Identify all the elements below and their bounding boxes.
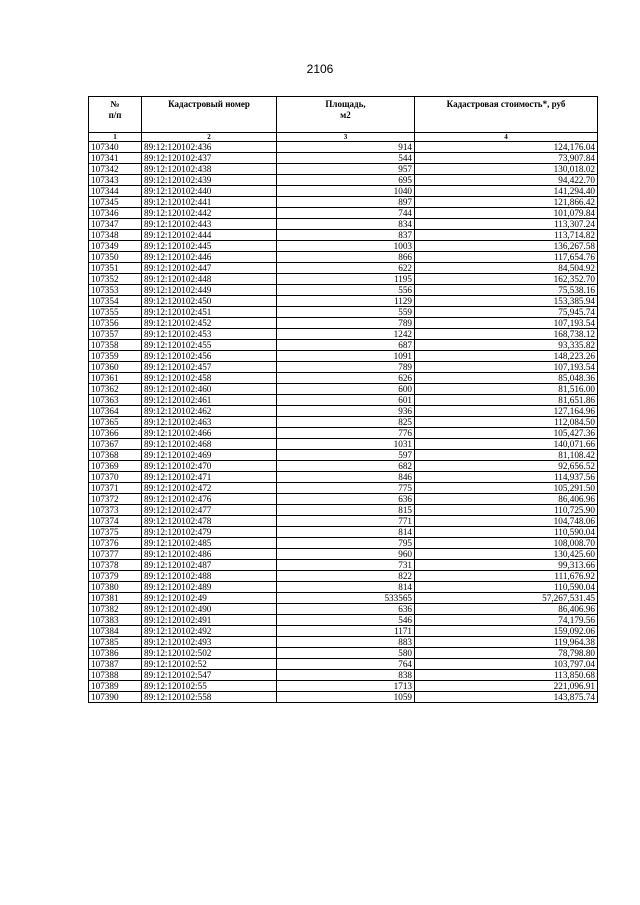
row-index: 107389 — [89, 681, 142, 692]
area-value: 559 — [277, 307, 415, 318]
area-value: 533565 — [277, 593, 415, 604]
row-index: 107351 — [89, 263, 142, 274]
cadastral-cost: 81,516.00 — [415, 384, 598, 395]
row-index: 107390 — [89, 692, 142, 703]
cadastral-number: 89:12:120102:489 — [142, 582, 277, 593]
cadastral-number: 89:12:120102:487 — [142, 560, 277, 571]
table-row — [89, 593, 598, 604]
area-value: 695 — [277, 175, 415, 186]
cadastral-cost: 110,590.04 — [415, 582, 598, 593]
cadastral-number: 89:12:120102:461 — [142, 395, 277, 406]
area-value: 771 — [277, 516, 415, 527]
area-value: 597 — [277, 450, 415, 461]
row-index: 107363 — [89, 395, 142, 406]
cadastral-number: 89:12:120102:472 — [142, 483, 277, 494]
header-index: № п/п — [89, 97, 142, 133]
area-value: 795 — [277, 538, 415, 549]
cadastral-number: 89:12:120102:463 — [142, 417, 277, 428]
table-row — [89, 637, 598, 648]
area-value: 731 — [277, 560, 415, 571]
cadastral-number: 89:12:120102:49 — [142, 593, 277, 604]
table-row — [89, 615, 598, 626]
cadastral-number: 89:12:120102:440 — [142, 186, 277, 197]
cadastral-number: 89:12:120102:450 — [142, 296, 277, 307]
table-body — [89, 133, 598, 703]
area-value: 815 — [277, 505, 415, 516]
table-row — [89, 175, 598, 186]
cadastral-cost: 127,164.96 — [415, 406, 598, 417]
column-number: 3 — [277, 133, 415, 142]
table-row — [89, 461, 598, 472]
row-index: 107350 — [89, 252, 142, 263]
cadastral-number: 89:12:120102:478 — [142, 516, 277, 527]
area-value: 1091 — [277, 351, 415, 362]
row-index: 107364 — [89, 406, 142, 417]
table-row — [89, 384, 598, 395]
table-row — [89, 450, 598, 461]
row-index: 107369 — [89, 461, 142, 472]
row-index: 107387 — [89, 659, 142, 670]
area-value: 960 — [277, 549, 415, 560]
table-row — [89, 153, 598, 164]
cadastral-number: 89:12:120102:455 — [142, 340, 277, 351]
cadastral-cost: 93,335.82 — [415, 340, 598, 351]
area-value: 556 — [277, 285, 415, 296]
area-value: 789 — [277, 362, 415, 373]
cadastral-cost: 168,738.12 — [415, 329, 598, 340]
table-row — [89, 208, 598, 219]
cadastral-cost: 162,352.70 — [415, 274, 598, 285]
cadastral-cost: 119,964.38 — [415, 637, 598, 648]
table-row — [89, 483, 598, 494]
column-number: 2 — [142, 133, 277, 142]
column-number: 4 — [415, 133, 598, 142]
row-index: 107347 — [89, 219, 142, 230]
area-value: 1031 — [277, 439, 415, 450]
cadastral-number: 89:12:120102:443 — [142, 219, 277, 230]
area-value: 825 — [277, 417, 415, 428]
row-index: 107384 — [89, 626, 142, 637]
area-value: 957 — [277, 164, 415, 175]
cadastral-number: 89:12:120102:492 — [142, 626, 277, 637]
table-row — [89, 395, 598, 406]
table-row — [89, 472, 598, 483]
cadastral-number: 89:12:120102:448 — [142, 274, 277, 285]
cadastral-cost: 84,504.92 — [415, 263, 598, 274]
column-number-row — [89, 133, 598, 142]
table-row — [89, 263, 598, 274]
row-index: 107353 — [89, 285, 142, 296]
cadastral-cost: 121,866.42 — [415, 197, 598, 208]
cadastral-cost: 113,850.68 — [415, 670, 598, 681]
row-index: 107383 — [89, 615, 142, 626]
table-row — [89, 505, 598, 516]
table-row — [89, 626, 598, 637]
row-index: 107388 — [89, 670, 142, 681]
row-index: 107349 — [89, 241, 142, 252]
row-index: 107340 — [89, 142, 142, 153]
row-index: 107362 — [89, 384, 142, 395]
row-index: 107379 — [89, 571, 142, 582]
cadastral-cost: 141,294.40 — [415, 186, 598, 197]
area-value: 789 — [277, 318, 415, 329]
cadastral-cost: 81,651.86 — [415, 395, 598, 406]
row-index: 107376 — [89, 538, 142, 549]
table-row — [89, 604, 598, 615]
cadastral-cost: 130,018.02 — [415, 164, 598, 175]
area-value: 936 — [277, 406, 415, 417]
cadastral-number: 89:12:120102:436 — [142, 142, 277, 153]
cadastral-number: 89:12:120102:447 — [142, 263, 277, 274]
cadastral-cost: 94,422.70 — [415, 175, 598, 186]
table-row — [89, 659, 598, 670]
table-row — [89, 252, 598, 263]
cadastral-cost: 92,656.52 — [415, 461, 598, 472]
area-value: 846 — [277, 472, 415, 483]
table-row — [89, 670, 598, 681]
cadastral-cost: 107,193.54 — [415, 362, 598, 373]
row-index: 107346 — [89, 208, 142, 219]
row-index: 107343 — [89, 175, 142, 186]
cadastral-number: 89:12:120102:547 — [142, 670, 277, 681]
cadastral-number: 89:12:120102:470 — [142, 461, 277, 472]
row-index: 107361 — [89, 373, 142, 384]
row-index: 107385 — [89, 637, 142, 648]
header-cadastral-number: Кадастровый номер — [142, 97, 277, 133]
area-value: 883 — [277, 637, 415, 648]
cadastral-cost: 148,223.26 — [415, 351, 598, 362]
area-value: 776 — [277, 428, 415, 439]
cadastral-number: 89:12:120102:444 — [142, 230, 277, 241]
area-value: 866 — [277, 252, 415, 263]
cadastral-number: 89:12:120102:449 — [142, 285, 277, 296]
row-index: 107386 — [89, 648, 142, 659]
cadastral-cost: 74,179.56 — [415, 615, 598, 626]
area-value: 1713 — [277, 681, 415, 692]
cadastral-cost: 110,590.04 — [415, 527, 598, 538]
cadastral-number: 89:12:120102:479 — [142, 527, 277, 538]
area-value: 764 — [277, 659, 415, 670]
cadastral-cost: 105,427.36 — [415, 428, 598, 439]
table-row — [89, 494, 598, 505]
cadastral-cost: 130,425.60 — [415, 549, 598, 560]
cadastral-number: 89:12:120102:477 — [142, 505, 277, 516]
row-index: 107358 — [89, 340, 142, 351]
cadastral-number: 89:12:120102:52 — [142, 659, 277, 670]
cadastral-cost: 113,714.82 — [415, 230, 598, 241]
row-index: 107357 — [89, 329, 142, 340]
area-value: 580 — [277, 648, 415, 659]
table-row — [89, 362, 598, 373]
cadastral-number: 89:12:120102:471 — [142, 472, 277, 483]
row-index: 107368 — [89, 450, 142, 461]
table-row — [89, 274, 598, 285]
table-row — [89, 648, 598, 659]
cadastral-number: 89:12:120102:441 — [142, 197, 277, 208]
table-row — [89, 285, 598, 296]
cadastral-number: 89:12:120102:502 — [142, 648, 277, 659]
cadastral-cost: 73,907.84 — [415, 153, 598, 164]
page-number: 2106 — [306, 62, 334, 76]
table-row — [89, 681, 598, 692]
area-value: 546 — [277, 615, 415, 626]
cadastral-cost: 110,725.90 — [415, 505, 598, 516]
cadastral-number: 89:12:120102:453 — [142, 329, 277, 340]
area-value: 897 — [277, 197, 415, 208]
table-row — [89, 351, 598, 362]
row-index: 107370 — [89, 472, 142, 483]
cadastral-cost: 57,267,531.45 — [415, 593, 598, 604]
area-value: 626 — [277, 373, 415, 384]
cadastral-cost: 107,193.54 — [415, 318, 598, 329]
cadastral-number: 89:12:120102:485 — [142, 538, 277, 549]
cadastral-cost: 104,748.06 — [415, 516, 598, 527]
cadastral-cost: 85,048.36 — [415, 373, 598, 384]
area-value: 834 — [277, 219, 415, 230]
cadastral-cost: 117,654.76 — [415, 252, 598, 263]
table-row — [89, 329, 598, 340]
table-row — [89, 230, 598, 241]
cadastral-number: 89:12:120102:438 — [142, 164, 277, 175]
cadastral-number: 89:12:120102:446 — [142, 252, 277, 263]
cadastral-number: 89:12:120102:469 — [142, 450, 277, 461]
cadastral-number: 89:12:120102:491 — [142, 615, 277, 626]
row-index: 107373 — [89, 505, 142, 516]
header-cadastral-cost: Кадастровая стоимость*, руб — [415, 97, 598, 133]
row-index: 107377 — [89, 549, 142, 560]
cadastral-number: 89:12:120102:457 — [142, 362, 277, 373]
cadastral-number: 89:12:120102:466 — [142, 428, 277, 439]
area-value: 600 — [277, 384, 415, 395]
row-index: 107360 — [89, 362, 142, 373]
row-index: 107355 — [89, 307, 142, 318]
table-row — [89, 373, 598, 384]
area-value: 1195 — [277, 274, 415, 285]
cadastral-cost: 112,084.50 — [415, 417, 598, 428]
table-row — [89, 538, 598, 549]
cadastral-cost: 103,797.04 — [415, 659, 598, 670]
cadastral-number: 89:12:120102:460 — [142, 384, 277, 395]
area-value: 1059 — [277, 692, 415, 703]
table-row — [89, 439, 598, 450]
cadastral-cost: 86,406.96 — [415, 494, 598, 505]
cadastral-cost: 105,291.50 — [415, 483, 598, 494]
area-value: 838 — [277, 670, 415, 681]
cadastral-number: 89:12:120102:452 — [142, 318, 277, 329]
row-index: 107344 — [89, 186, 142, 197]
area-value: 1242 — [277, 329, 415, 340]
cadastral-cost: 75,538.16 — [415, 285, 598, 296]
cadastral-number: 89:12:120102:451 — [142, 307, 277, 318]
cadastral-cost: 124,176.04 — [415, 142, 598, 153]
cadastral-cost: 143,875.74 — [415, 692, 598, 703]
cadastral-number: 89:12:120102:462 — [142, 406, 277, 417]
cadastral-number: 89:12:120102:437 — [142, 153, 277, 164]
area-value: 814 — [277, 527, 415, 538]
table-row — [89, 186, 598, 197]
cadastral-number: 89:12:120102:486 — [142, 549, 277, 560]
table-row — [89, 406, 598, 417]
area-value: 822 — [277, 571, 415, 582]
row-index: 107342 — [89, 164, 142, 175]
cadastral-number: 89:12:120102:458 — [142, 373, 277, 384]
area-value: 914 — [277, 142, 415, 153]
cadastral-cost: 86,406.96 — [415, 604, 598, 615]
area-value: 682 — [277, 461, 415, 472]
cadastral-number: 89:12:120102:558 — [142, 692, 277, 703]
table-row — [89, 417, 598, 428]
row-index: 107374 — [89, 516, 142, 527]
row-index: 107352 — [89, 274, 142, 285]
table-row — [89, 582, 598, 593]
header-area: Площадь, м2 — [277, 97, 415, 133]
cadastral-cost: 113,307.24 — [415, 219, 598, 230]
cadastral-cost: 136,267.58 — [415, 241, 598, 252]
cadastral-number: 89:12:120102:493 — [142, 637, 277, 648]
cadastral-table — [88, 96, 598, 703]
cadastral-cost: 99,313.66 — [415, 560, 598, 571]
table-row — [89, 197, 598, 208]
cadastral-cost: 111,676.92 — [415, 571, 598, 582]
cadastral-number: 89:12:120102:55 — [142, 681, 277, 692]
area-value: 1129 — [277, 296, 415, 307]
table-row — [89, 428, 598, 439]
table-row — [89, 549, 598, 560]
area-value: 622 — [277, 263, 415, 274]
table-row — [89, 241, 598, 252]
cadastral-number: 89:12:120102:439 — [142, 175, 277, 186]
area-value: 837 — [277, 230, 415, 241]
table-row — [89, 142, 598, 153]
cadastral-number: 89:12:120102:468 — [142, 439, 277, 450]
area-value: 687 — [277, 340, 415, 351]
row-index: 107345 — [89, 197, 142, 208]
row-index: 107354 — [89, 296, 142, 307]
row-index: 107371 — [89, 483, 142, 494]
area-value: 1003 — [277, 241, 415, 252]
table-row — [89, 318, 598, 329]
row-index: 107348 — [89, 230, 142, 241]
cadastral-cost: 153,385.94 — [415, 296, 598, 307]
area-value: 744 — [277, 208, 415, 219]
area-value: 775 — [277, 483, 415, 494]
row-index: 107381 — [89, 593, 142, 604]
area-value: 544 — [277, 153, 415, 164]
cadastral-cost: 108,008.70 — [415, 538, 598, 549]
cadastral-number: 89:12:120102:490 — [142, 604, 277, 615]
cadastral-cost: 78,798.80 — [415, 648, 598, 659]
row-index: 107341 — [89, 153, 142, 164]
table-row — [89, 560, 598, 571]
cadastral-cost: 221,096.91 — [415, 681, 598, 692]
area-value: 1171 — [277, 626, 415, 637]
cadastral-cost: 140,071.66 — [415, 439, 598, 450]
row-index: 107382 — [89, 604, 142, 615]
area-value: 636 — [277, 604, 415, 615]
area-value: 601 — [277, 395, 415, 406]
cadastral-number: 89:12:120102:456 — [142, 351, 277, 362]
table-row — [89, 307, 598, 318]
table-row — [89, 219, 598, 230]
row-index: 107372 — [89, 494, 142, 505]
cadastral-cost: 101,079.84 — [415, 208, 598, 219]
row-index: 107375 — [89, 527, 142, 538]
table-row — [89, 571, 598, 582]
row-index: 107378 — [89, 560, 142, 571]
table-row — [89, 296, 598, 307]
row-index: 107359 — [89, 351, 142, 362]
area-value: 636 — [277, 494, 415, 505]
area-value: 814 — [277, 582, 415, 593]
cadastral-number: 89:12:120102:476 — [142, 494, 277, 505]
table-row — [89, 527, 598, 538]
table-header-row — [89, 97, 598, 133]
cadastral-cost: 159,092.06 — [415, 626, 598, 637]
cadastral-number: 89:12:120102:442 — [142, 208, 277, 219]
area-value: 1040 — [277, 186, 415, 197]
table-row — [89, 516, 598, 527]
cadastral-number: 89:12:120102:445 — [142, 241, 277, 252]
table-row — [89, 340, 598, 351]
column-number: 1 — [89, 133, 142, 142]
row-index: 107380 — [89, 582, 142, 593]
cadastral-cost: 114,937.56 — [415, 472, 598, 483]
cadastral-cost: 81,108.42 — [415, 450, 598, 461]
table-row — [89, 692, 598, 703]
table-row — [89, 164, 598, 175]
row-index: 107365 — [89, 417, 142, 428]
cadastral-number: 89:12:120102:488 — [142, 571, 277, 582]
row-index: 107367 — [89, 439, 142, 450]
cadastral-cost: 75,945.74 — [415, 307, 598, 318]
row-index: 107356 — [89, 318, 142, 329]
row-index: 107366 — [89, 428, 142, 439]
